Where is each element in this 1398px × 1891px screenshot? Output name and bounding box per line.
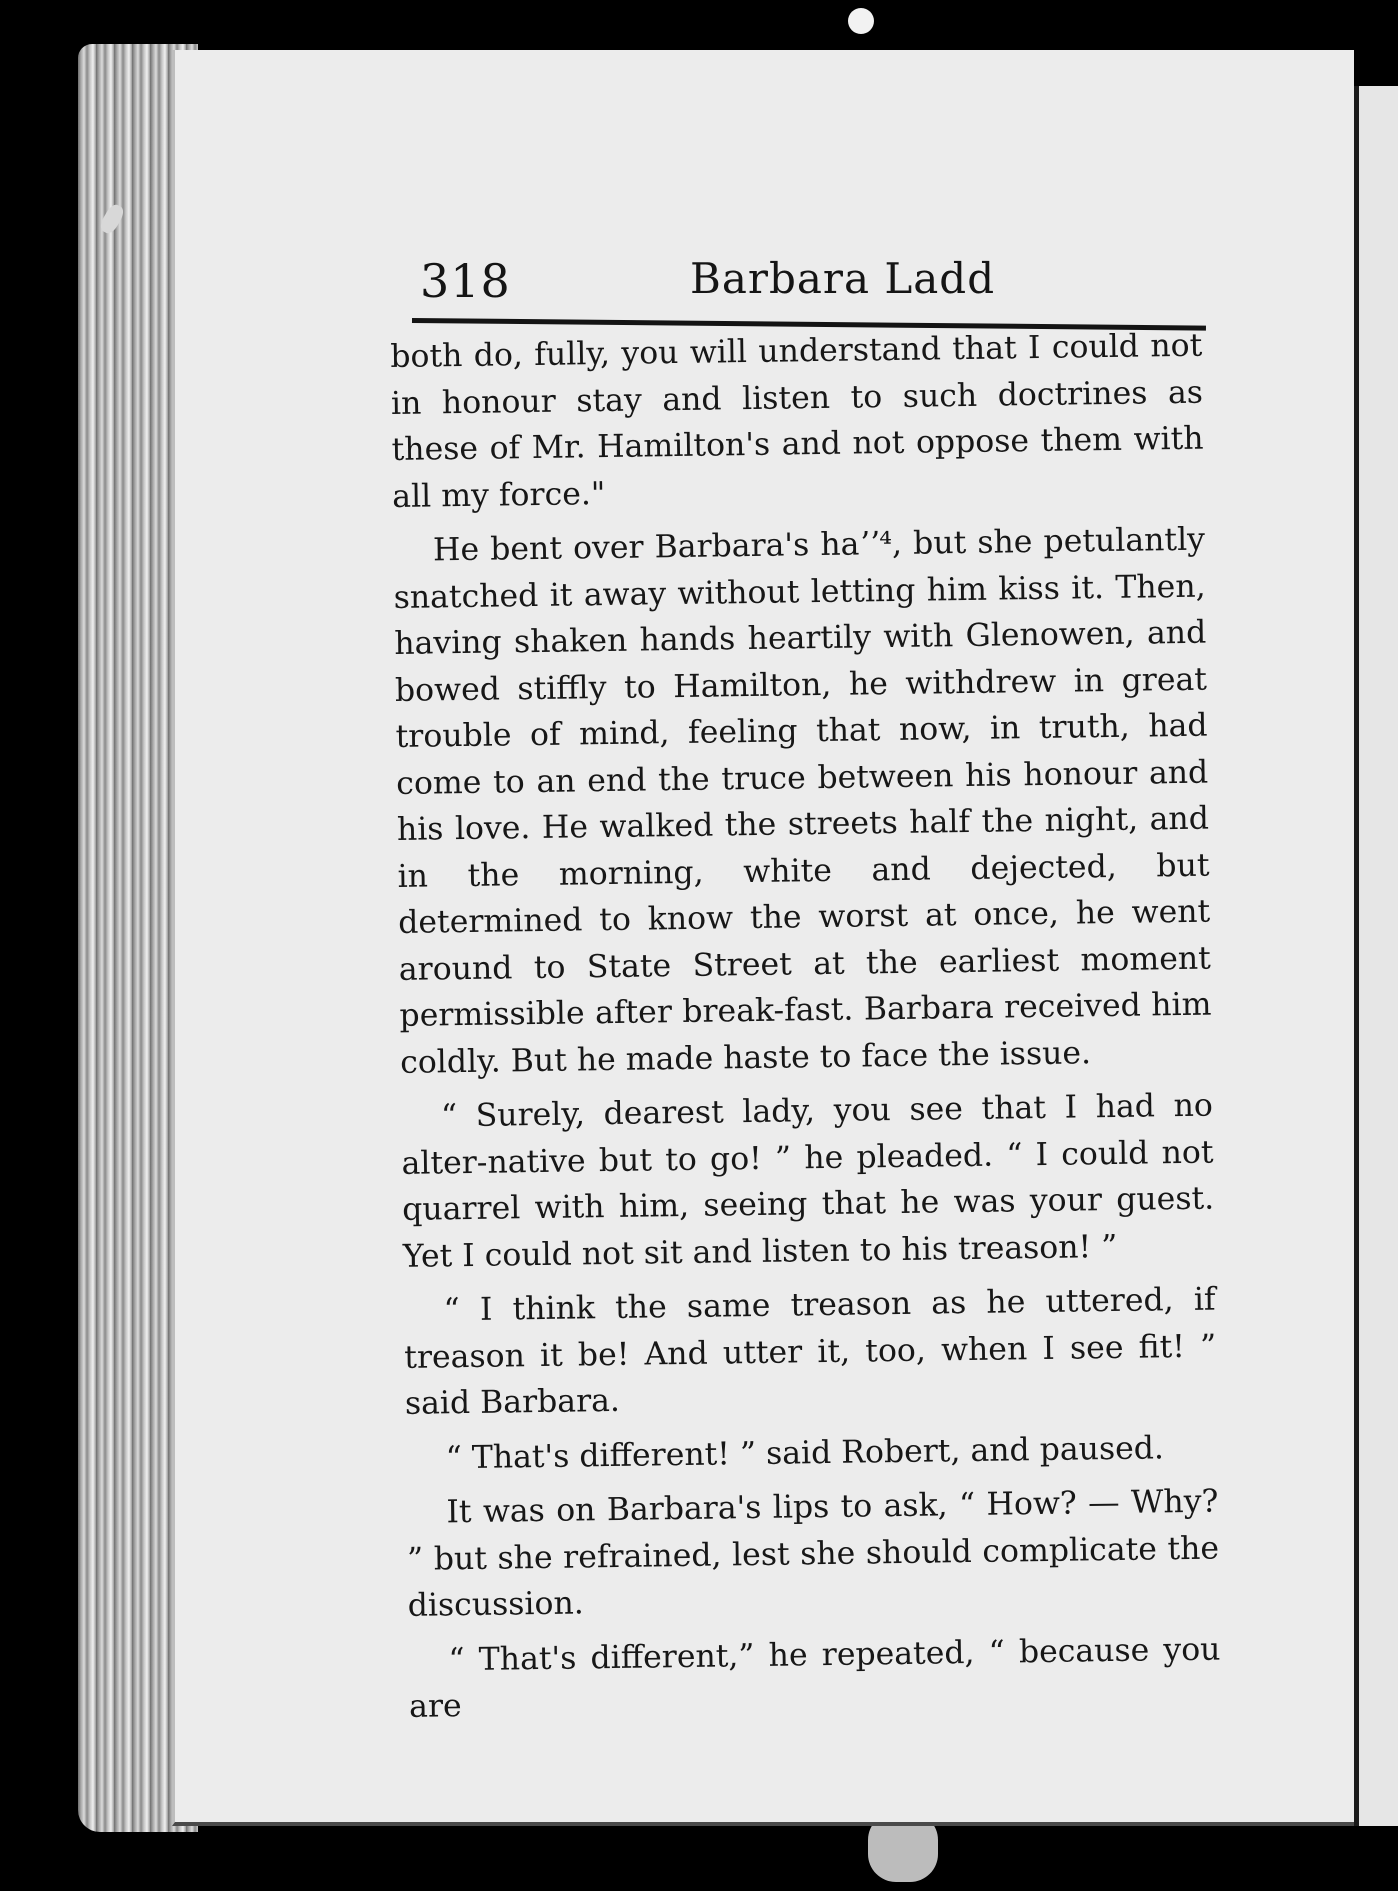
running-head — [420, 250, 1205, 330]
paragraph: “ That's different,” he repeated, “ because you are — [408, 1631, 1221, 1725]
paragraph: It was on Barbara's lips to ask, “ How? — Why? ” but she refrained, lest she should complicate the discussion. — [406, 1483, 1220, 1624]
body-text — [390, 323, 1222, 1739]
page-number: 318 — [420, 254, 511, 308]
paragraph: “ I think the same treason as he uttered, if treason it be! And utter it, too, when I see fit! ” said Barbara. — [404, 1281, 1217, 1422]
paragraph: both do, fully, you will understand that I could not in honour stay and listen to such doctrines as these of Mr. Hamilton's and not oppose them with all my force." — [390, 327, 1204, 515]
next-page-edge — [1354, 86, 1398, 1826]
paragraph: “ Surely, dearest lady, you see that I had no alter-native but to go! ” he pleaded. “ I could not quarrel with him, seeing that he was your guest. Yet I could not sit and listen to his treason! ” — [401, 1087, 1215, 1275]
paragraph: He bent over Barbara's haʼʼ⁴, but she petulantly snatched it away without letting him kiss it. Then, having shaken hands heartily with Glenowen, and bowed stiffly to Hamilton, he withdrew in great trouble of mind, feeling that now, in truth, had come to an end the truce between his honour and his love. He walked the streets half the night, and in the morning, white and dejected, but determined to know the worst at once, he went around to State Street at the earliest moment permissible after break-fast. Barbara received him coldly. But he made haste to face the issue. — [393, 521, 1212, 1081]
running-title: Barbara Ladd — [690, 254, 996, 303]
scan-spot — [848, 8, 874, 34]
paragraph: “ That's different! ” said Robert, and paused. — [445, 1429, 1165, 1476]
